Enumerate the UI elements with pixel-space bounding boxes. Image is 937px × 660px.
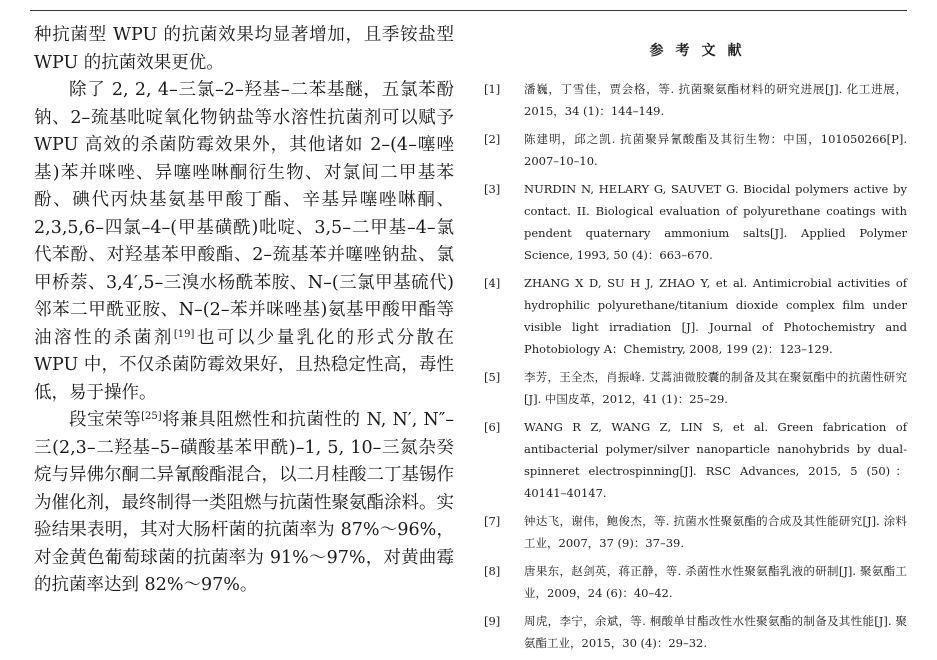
reference-text: NURDIN N, HELARY G, SAUVET G. Biocidal polymers active by contact. II. Biological evaluation of polyurethane coatings with pendent quaternary ammonium salts[J]. Applied Polymer Science, 1993, 50 (4)：663–670. (524, 182, 907, 262)
reference-item-1 (484, 78, 907, 122)
paragraph-3 (34, 407, 454, 600)
reference-item-8 (484, 560, 907, 604)
body-text-column (34, 22, 454, 600)
reference-text: 钟达飞，谢伟，鲍俊杰，等. 抗菌水性聚氨酯的合成及其性能研究[J]. 涂料工业，2007，37 (9)：37–39. (524, 514, 907, 550)
reference-text: 潘巍，丁雪佳，贾会格，等. 抗菌聚氨酯材料的研究进展[J]. 化工进展，2015，34 (1)：144–149. (524, 82, 907, 118)
paragraph-3-text: 段宝荣等 (69, 410, 142, 430)
reference-number: [2] (484, 132, 501, 146)
top-rule (30, 10, 907, 11)
paragraph-3-text-cont: 将兼具阻燃性和抗菌性的 N, N′, N″–三(2,3–二羟基–5–磺酸基苯甲酰)–1, 5, 10–三氮杂癸烷与异佛尔酮二异氰酸酯混合，以二月桂酸二丁基锡作为催化剂，最终制得一类阻燃与抗菌性聚氨酯涂料。实验结果表明，其对大肠杆菌的抗菌率为 87%～96%，对金黄色葡萄球菌的抗菌率为 91%～97%，对黄曲霉的抗菌率达到 82%～97%。 (34, 410, 454, 595)
references-heading: 参考文献 (649, 43, 754, 59)
reference-number: [8] (484, 564, 501, 578)
references-list (484, 78, 907, 654)
paragraph-1: 种抗菌型 WPU 的抗菌效果均显著增加，且季铵盐型 WPU 的抗菌效果更优。 (34, 25, 454, 73)
citation-25[interactable]: [25] (141, 411, 162, 422)
reference-text: WANG R Z, WANG Z, LIN S, et al. Green fabrication of antibacterial polymer/silver nanoparticle nanohybrids by dual-spinneret electrospinning[J]. RSC Advances, 2015, 5 (50)：40141–40147. (524, 420, 907, 500)
reference-number: [9] (484, 614, 501, 628)
reference-item-5 (484, 366, 907, 410)
reference-item-3 (484, 178, 907, 266)
citation-19[interactable]: [19] (173, 328, 195, 340)
reference-text: 李芳，王全杰，肖振峰. 艾蒿油微胶囊的制备及其在聚氨酯中的抗菌性研究[J]. 中国皮革，2012，41 (1)：25–29. (524, 370, 907, 406)
reference-item-2 (484, 128, 907, 172)
paragraph-2-text-cont: 也可以少量乳化的形式分散在 WPU 中，不仅杀菌防霉效果好，且热稳定性高，毒性低，易于操作。 (34, 327, 455, 403)
reference-text: 陈建明，邱之凯. 抗菌聚异氰酸酯及其衍生物：中国，101050266[P]. 2007–10–10. (524, 132, 907, 168)
reference-item-9 (484, 610, 907, 654)
references-column (484, 40, 907, 660)
reference-text: 唐果东，赵剑英，蒋正静，等. 杀菌性水性聚氨酯乳液的研制[J]. 聚氨酯工业，2009，24 (6)：40–42. (524, 564, 907, 600)
reference-number: [1] (484, 82, 501, 96)
paragraph-2-text: 除了 2, 2, 4–三氯–2–羟基–二苯基醚，五氯苯酚钠、2–巯基吡啶氧化物钠盐等水溶性抗菌剂可以赋予 WPU 高效的杀菌防霉效果外，其他诸如 2–(4–噻唑基)苯并咪唑、异噻唑啉酮衍生物、对氯间二甲基苯酚、碘代丙炔基氨基甲酸丁酯、辛基异噻唑啉酮、2,3,5,6–四氯–4–(甲基磺酰)吡啶、3,5–二甲基–4–氯代苯酚、对羟基苯甲酸酯、2–巯基苯并噻唑钠盐、氯甲桥萘、3,4′,5–三溴水杨酰苯胺、N–(三氯甲基硫代)邻苯二甲酰亚胺、N–(2–苯并咪唑基)氨基甲酸甲酯等油溶性的杀菌剂 (34, 80, 454, 348)
reference-number: [3] (484, 182, 501, 196)
reference-number: [6] (484, 420, 501, 434)
reference-item-6 (484, 416, 907, 504)
reference-number: [4] (484, 276, 501, 290)
reference-text: 周虎，李宁，余斌，等. 桐酸单甘酯改性水性聚氨酯的制备及其性能[J]. 聚氨酯工业，2015，30 (4)：29–32. (524, 614, 907, 650)
reference-number: [7] (484, 514, 501, 528)
reference-item-4 (484, 272, 907, 360)
reference-item-7 (484, 510, 907, 554)
reference-text: ZHANG X D, SU H J, ZHAO Y, et al. Antimicrobial activities of hydrophilic polyurethane/titanium dioxide complex film under visible light irradiation [J]. Journal of Photochemistry and Photobiology A：Chemistry, 2008, 199 (2)：123–129. (524, 276, 907, 356)
paragraph-2 (34, 77, 454, 407)
reference-number: [5] (484, 370, 501, 384)
